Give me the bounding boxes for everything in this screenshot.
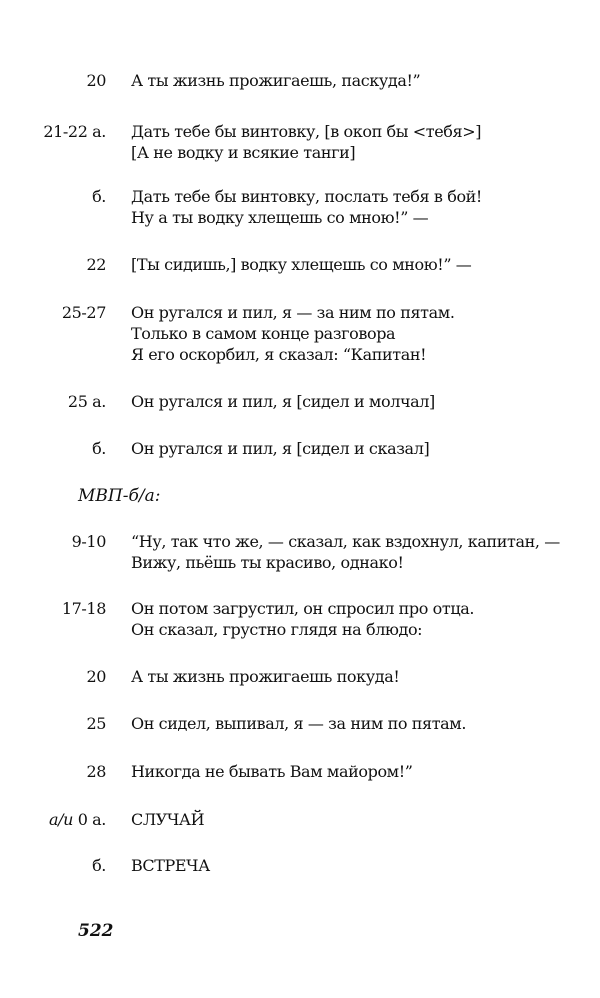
verse-line: Никогда не бывать Вам майором!” — [131, 762, 413, 781]
verse-line: Только в самом конце разговора — [131, 324, 396, 343]
verse-line: Вижу, пьёшь ты красиво, однако! — [131, 553, 404, 572]
verse-line: Ну а ты водку хлещешь со мною!” — — [131, 208, 429, 227]
line-number: 17-18 — [61, 599, 106, 618]
line-number: 20 — [86, 71, 106, 90]
line-number: б. — [92, 856, 106, 875]
line-number: 20 — [86, 667, 106, 686]
verse-line: А ты жизнь прожигаешь покуда! — [131, 667, 400, 686]
verse-line: Я его оскорбил, я сказал: “Капитан! — [131, 345, 427, 364]
line-number: 9-10 — [71, 532, 106, 551]
verse-line: Он сказал, грустно глядя на блюдо: — [131, 620, 423, 639]
title-line: СЛУЧАЙ — [131, 810, 205, 829]
verse-line: Дать тебе бы винтовку, [в окоп бы <тебя>] — [131, 122, 482, 141]
section-heading: МВП-б/а: — [78, 486, 161, 506]
verse-line: Дать тебе бы винтовку, послать тебя в бой! — [131, 187, 482, 206]
line-number: 22 — [86, 255, 106, 274]
line-number: 25 — [86, 714, 106, 733]
line-number: 21-22 а. — [43, 122, 106, 141]
page-number: 522 — [78, 921, 114, 941]
line-number: 28 — [86, 762, 106, 781]
source-abbrev: а/и — [48, 810, 74, 829]
verse-line: Он ругался и пил, я [сидел и молчал] — [131, 392, 435, 411]
line-number: 25 а. — [67, 392, 106, 411]
verse-line: Он ругался и пил, я [сидел и сказал] — [131, 439, 430, 458]
line-number-value: 0 а. — [77, 810, 106, 829]
line-number — [49, 809, 106, 830]
line-number: б. — [92, 439, 106, 458]
verse-line: [А не водку и всякие танги] — [131, 143, 356, 162]
verse-line: Он ругался и пил, я — за ним по пятам. — [131, 303, 455, 322]
line-number: 25-27 — [61, 303, 106, 322]
verse-line: [Ты сидишь,] водку хлещешь со мною!” — — [131, 255, 472, 274]
line-number: б. — [92, 187, 106, 206]
verse-line: “Ну, так что же, — сказал, как вздохнул, капитан, — — [131, 532, 560, 551]
verse-line: Он сидел, выпивал, я — за ним по пятам. — [131, 714, 467, 733]
verse-line: Он потом загрустил, он спросил про отца. — [131, 599, 475, 618]
verse-line: А ты жизнь прожигаешь, паскуда!” — [131, 71, 421, 90]
title-line: ВСТРЕЧА — [131, 856, 210, 875]
